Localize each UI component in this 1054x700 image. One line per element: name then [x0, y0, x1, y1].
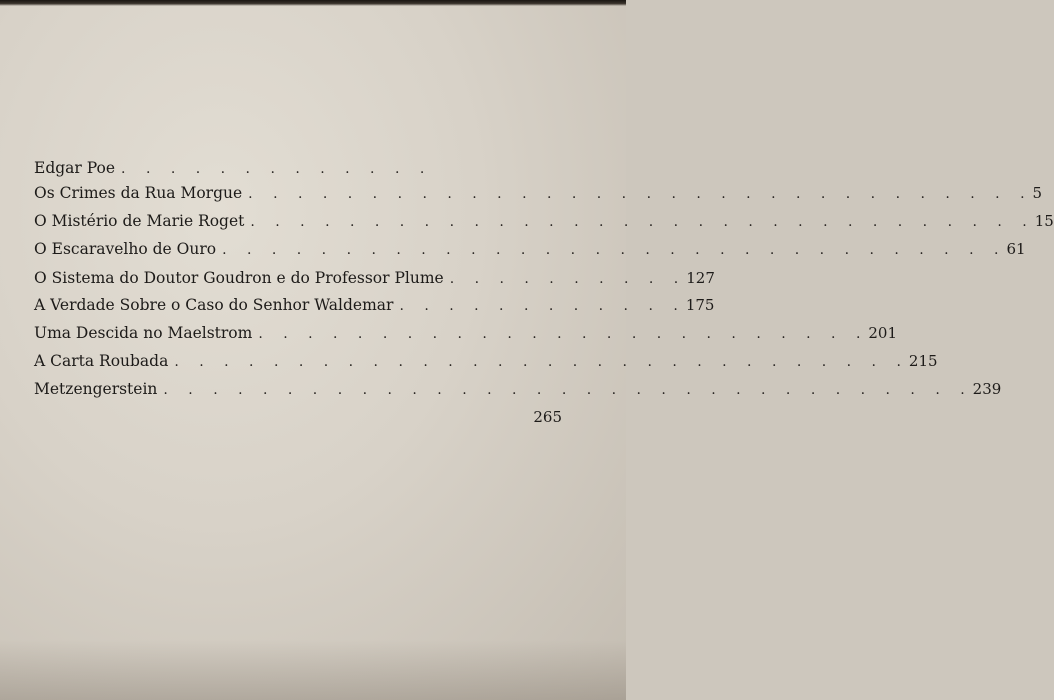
toc-title: Uma Descida no Maelstrom [34, 324, 253, 342]
toc-title: Os Crimes da Rua Morgue [34, 184, 243, 202]
page-shadow [0, 640, 626, 700]
dot-leader: . . . . . . . . . . . . . . . . . . . . . . . . . . . . . . . . [250, 214, 1035, 230]
toc-entry [34, 158, 562, 183]
toc-page-number: 61 [1006, 240, 1026, 258]
toc-title: A Verdade Sobre o Caso do Senhor Waldemar [34, 296, 394, 314]
toc-entry [34, 351, 938, 379]
dot-leader: . . . . . . . . . . . . . . . . . . . . . . . . . . . . . . . . [222, 242, 1007, 258]
table-of-contents [34, 158, 1054, 435]
dot-leader: . . . . . . . . . . . . . . . . . . . . . . . . . . . . . . . . [248, 186, 1033, 202]
dot-leader: . . . . . . . . . . . . . . . . . . . . . . . . . [258, 326, 869, 342]
toc-title: A Carta Roubada [34, 352, 169, 370]
toc-title: O Escaravelho de Ouro [34, 240, 217, 258]
toc-title: Edgar Poe [34, 159, 116, 177]
toc-entry [34, 379, 1002, 407]
toc-title: O Sistema do Doutor Goudron e do Professor Plume [34, 269, 444, 287]
toc-entry [34, 239, 1026, 268]
toc-page-number: 5 [1032, 184, 1043, 202]
dot-leader: . . . . . . . . . . [449, 271, 687, 287]
toc-page-number: 215 [908, 352, 938, 370]
toc-page-number: 239 [972, 380, 1002, 398]
toc-entry [34, 295, 715, 323]
toc-title: O Mistério de Marie Roget [34, 212, 245, 230]
toc-entry [34, 211, 1054, 239]
toc-page-number: 201 [868, 324, 898, 342]
toc-page-number: 127 [686, 269, 715, 287]
dot-leader: . . . . . . . . . . . . . . . . . . . . . . . . . . . . . . . . . [163, 382, 973, 398]
page-top-edge [0, 0, 626, 6]
dot-leader: . . . . . . . . . . . . [399, 298, 686, 314]
dot-leader: . . . . . . . . . . . . . [121, 161, 433, 177]
toc-entry [34, 323, 898, 351]
toc-entry [34, 183, 1043, 211]
dot-leader: . . . . . . . . . . . . . . . . . . . . . . . . . . . . . . [174, 354, 909, 370]
toc-title: Metzengerstein [34, 380, 158, 398]
toc-page-number: 175 [685, 296, 715, 314]
toc-entry [34, 407, 562, 435]
toc-page-number: 15 [1034, 212, 1054, 230]
toc-entry [34, 268, 715, 295]
toc-page-number: 265 [533, 408, 562, 426]
